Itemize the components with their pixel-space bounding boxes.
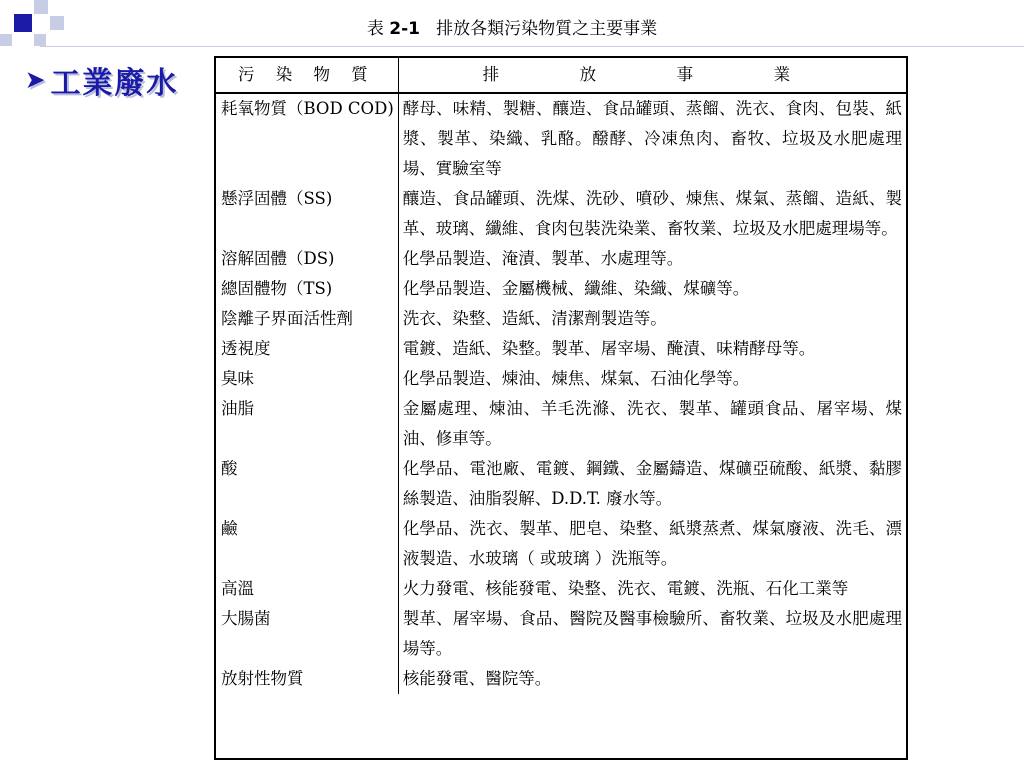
pollutant-table (214, 56, 908, 760)
header-pollutant: 污 染 物 質 (216, 58, 398, 93)
industries-cell: 化學品製造、淹漬、製革、水處理等。 (402, 249, 684, 268)
pollutant-cell: 鹼 (216, 514, 398, 574)
table-row (216, 364, 906, 394)
table-row (216, 514, 906, 574)
industries-cell: 化學品、洗衣、製革、肥皂、染整、紙漿蒸煮、煤氣廢液、洗毛、漂液製造、水玻璃（ 或玻璃 ）洗瓶等。 (402, 519, 902, 568)
table-row (216, 574, 906, 604)
pollutant-cell: 陰離子界面活性劑 (216, 304, 398, 334)
caption-prefix: 表 (366, 19, 390, 39)
header-industries: 排 放 事 業 (398, 58, 906, 93)
arrow-bullet-icon: ➤ (26, 67, 47, 93)
industries-cell: 金屬處理、煉油、羊毛洗滌、洗衣、製革、罐頭食品、屠宰場、煤油、修車等。 (402, 399, 902, 448)
industries-cell: 化學品製造、煉油、煉焦、煤氣、石油化學等。 (402, 369, 750, 388)
industries-cell: 酵母、味精、製糖、釀造、食品罐頭、蒸餾、洗衣、食肉、包裝、紙漿、製革、染織、乳酪。醱酵、冷凍魚肉、畜牧、垃圾及水肥處理場、實驗室等 (402, 99, 902, 178)
table-row (216, 304, 906, 334)
table-header-row (216, 58, 906, 93)
industries-cell: 火力發電、核能發電、染整、洗衣、電鍍、洗瓶、石化工業等 (402, 579, 849, 598)
pollutant-cell: 放射性物質 (216, 664, 398, 694)
table-row (216, 93, 906, 184)
table-row (216, 394, 906, 454)
pollutant-cell: 酸 (216, 454, 398, 514)
table-row (216, 604, 906, 664)
industries-cell: 釀造、食品罐頭、洗煤、洗砂、噴砂、煉焦、煤氣、蒸餾、造紙、製革、玻璃、纖維、食肉包裝洗染業、畜牧業、垃圾及水肥處理場等。 (402, 189, 902, 238)
industries-cell: 洗衣、染整、造紙、清潔劑製造等。 (402, 309, 667, 328)
pollutant-cell: 懸浮固體（SS) (216, 184, 398, 244)
industries-cell: 電鍍、造紙、染整。製革、屠宰場、醃漬、味精酵母等。 (402, 339, 816, 358)
pollutant-cell: 臭味 (216, 364, 398, 394)
industries-cell: 製革、屠宰場、食品、醫院及醫事檢驗所、畜牧業、垃圾及水肥處理場等。 (402, 609, 902, 658)
table-row (216, 274, 906, 304)
pollutant-cell: 溶解固體（DS) (216, 244, 398, 274)
header-rule (40, 46, 1024, 47)
pollutant-cell: 耗氧物質（BOD COD) (216, 93, 398, 184)
pollutant-cell: 油脂 (216, 394, 398, 454)
table-caption (0, 14, 1024, 39)
table-row (216, 664, 906, 694)
section-title-text: 工業廢水 (50, 66, 179, 101)
table-row (216, 184, 906, 244)
table-row (216, 244, 906, 274)
pollutant-cell: 大腸菌 (216, 604, 398, 664)
table-row (216, 334, 906, 364)
industries-cell: 核能發電、醫院等。 (402, 669, 552, 688)
caption-number: 2-1 (389, 19, 420, 39)
pollutant-cell: 高溫 (216, 574, 398, 604)
pollutant-cell: 總固體物（TS) (216, 274, 398, 304)
section-heading (26, 58, 178, 102)
pollutant-cell: 透視度 (216, 334, 398, 364)
table-row (216, 454, 906, 514)
industries-cell: 化學品、電池廠、電鍍、鋼鐵、金屬鑄造、煤礦亞硫酸、紙漿、黏膠絲製造、油脂裂解、D.D.T. 廢水等。 (402, 459, 902, 508)
industries-cell: 化學品製造、金屬機械、纖維、染織、煤礦等。 (402, 279, 750, 298)
caption-title: 排放各類污染物質之主要事業 (436, 19, 658, 39)
